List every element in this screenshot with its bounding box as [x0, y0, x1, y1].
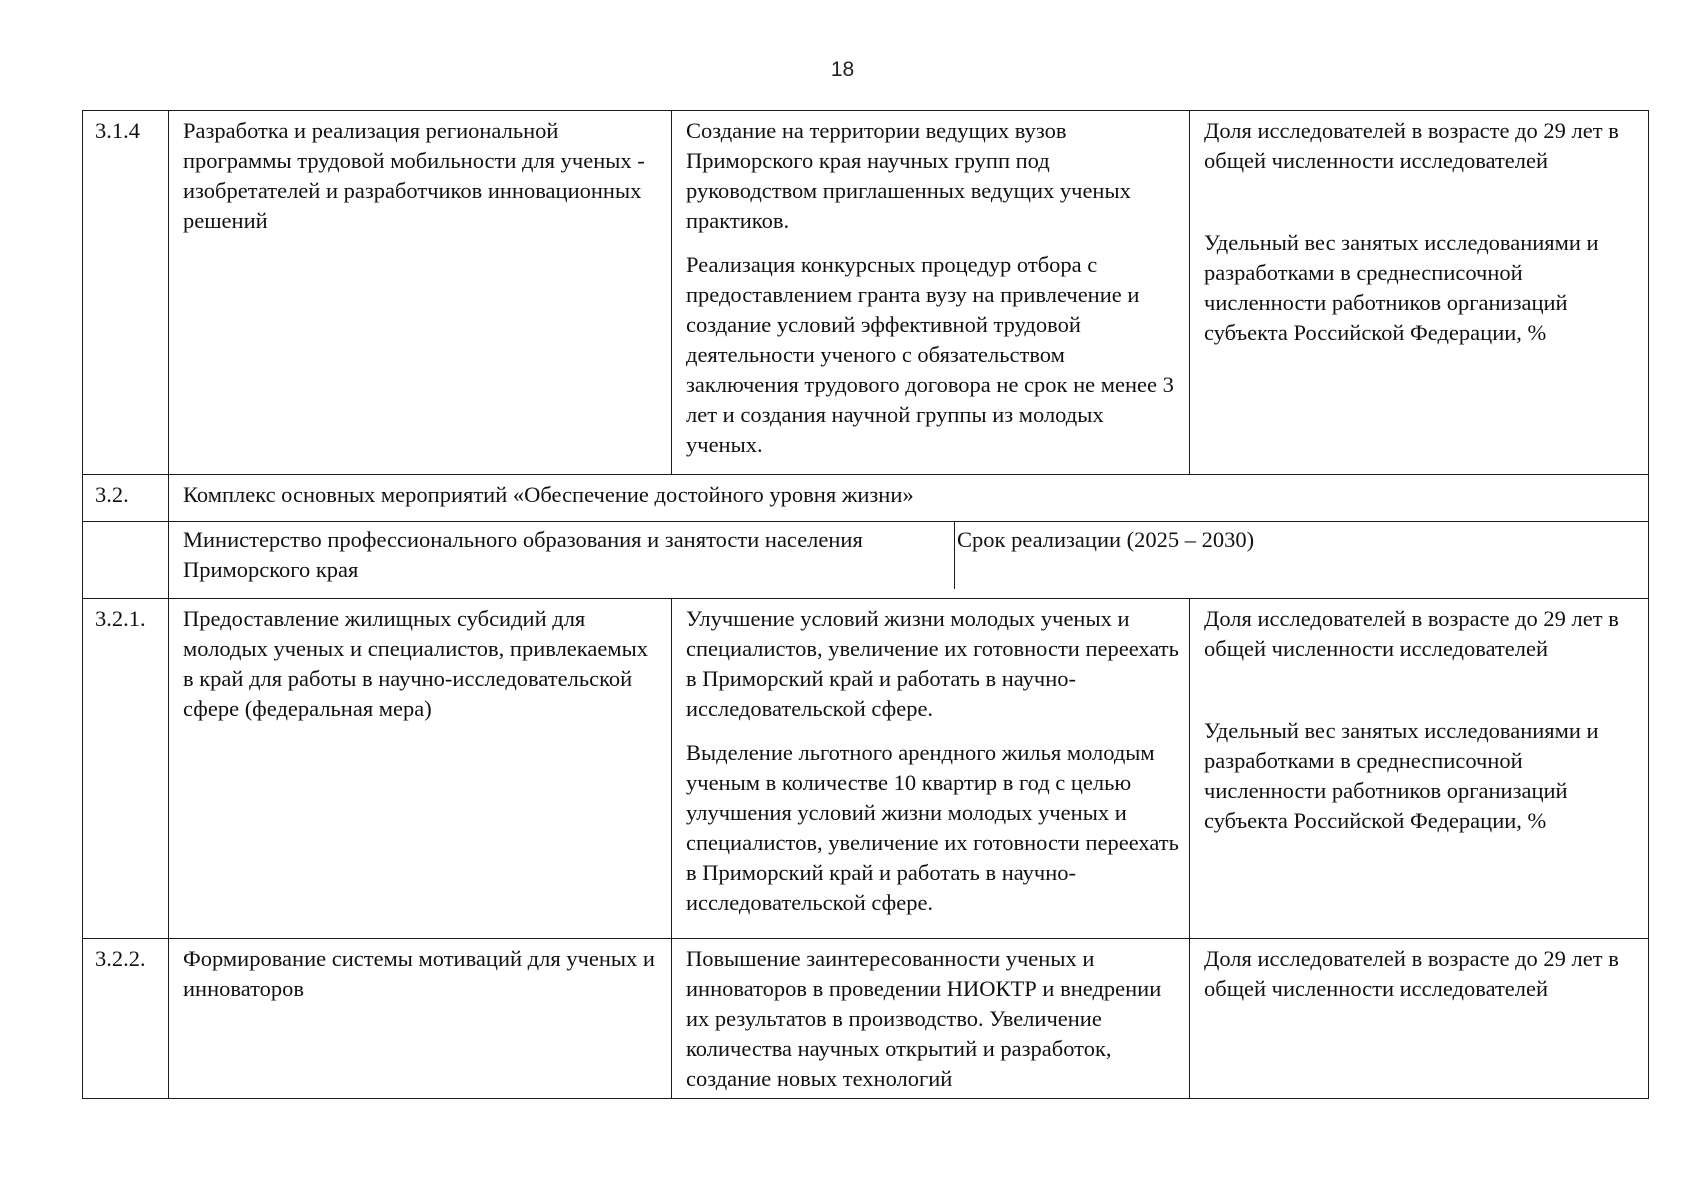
section-title: Комплекс основных мероприятий «Обеспечение достойного уровня жизни» — [169, 475, 1649, 522]
results-cell — [672, 939, 1190, 1099]
indicator-text: Доля исследователей в возрасте до 29 лет в общей численности исследователей — [1204, 606, 1619, 661]
row-number: 3.1.4 — [83, 111, 169, 475]
table-row — [83, 111, 1649, 475]
activity-cell — [169, 939, 672, 1099]
responsible-executor: Министерство профессионального образования и занятости населения Приморского края — [169, 522, 955, 589]
table-row — [83, 939, 1649, 1099]
page-number: 18 — [830, 58, 855, 81]
result-text: Выделение льготного арендного жилья молодым ученым в количестве 10 квартир в год с целью улучшения условий жизни молодых ученых и специалистов, увеличение их готовности переехать в Приморский край и работать в научно-исследовательской сфере. — [686, 740, 1179, 915]
results-cell — [672, 111, 1190, 475]
result-text: Создание на территории ведущих вузов Приморского края научных групп под руководством приглашенных ведущих ученых практиков. — [686, 118, 1131, 233]
empty-cell — [83, 522, 169, 599]
result-text: Улучшение условий жизни молодых ученых и специалистов, увеличение их готовности переехать в Приморский край и работать в научно-исследовательской сфере. — [686, 606, 1179, 721]
result-text: Реализация конкурсных процедур отбора с предоставлением гранта вузу на привлечение и создание условий эффективной трудовой деятельности ученого с обязательством заключения трудового договора не срок не менее 3 лет и создания научной группы из молодых ученых. — [686, 252, 1174, 457]
result-text: Повышение заинтересованности ученых и инноваторов в проведении НИОКТР и внедрении их результатов в производство. Увеличение количества научных открытий и разработок, создание новых технологий — [686, 946, 1162, 1091]
implementation-term: Срок реализации (2025 – 2030) — [957, 527, 1255, 552]
results-cell — [672, 599, 1190, 939]
responsible-term-cell — [169, 522, 1649, 599]
responsible-row — [83, 522, 1649, 599]
section-number: 3.2. — [83, 475, 169, 522]
measures-table — [82, 110, 1649, 1099]
indicator-text: Удельный вес занятых исследованиями и разработками в среднесписочной численности работников организаций субъекта Российской Федерации, % — [1204, 718, 1599, 833]
row-number: 3.2.1. — [83, 599, 169, 939]
indicator-text: Удельный вес занятых исследованиями и разработками в среднесписочной численности работников организаций субъекта Российской Федерации, % — [1204, 230, 1599, 345]
indicator-text: Доля исследователей в возрасте до 29 лет в общей численности исследователей — [1204, 118, 1619, 173]
row-number: 3.2.2. — [83, 939, 169, 1099]
indicators-cell — [1190, 939, 1649, 1099]
activity-text: Формирование системы мотиваций для ученых и инноваторов — [183, 946, 655, 1001]
activity-text: Разработка и реализация региональной программы трудовой мобильности для ученых - изобретателей и разработчиков инновационных решений — [183, 118, 645, 233]
activity-cell — [169, 111, 672, 475]
indicator-text: Доля исследователей в возрасте до 29 лет в общей численности исследователей — [1204, 946, 1619, 1001]
activity-text: Предоставление жилищных субсидий для молодых ученых и специалистов, привлекаемых в край для работы в научно-исследовательской сфере (федеральная мера) — [183, 606, 648, 721]
indicators-cell — [1190, 599, 1649, 939]
section-row — [83, 475, 1649, 522]
activity-cell — [169, 599, 672, 939]
table-row — [83, 599, 1649, 939]
indicators-cell — [1190, 111, 1649, 475]
